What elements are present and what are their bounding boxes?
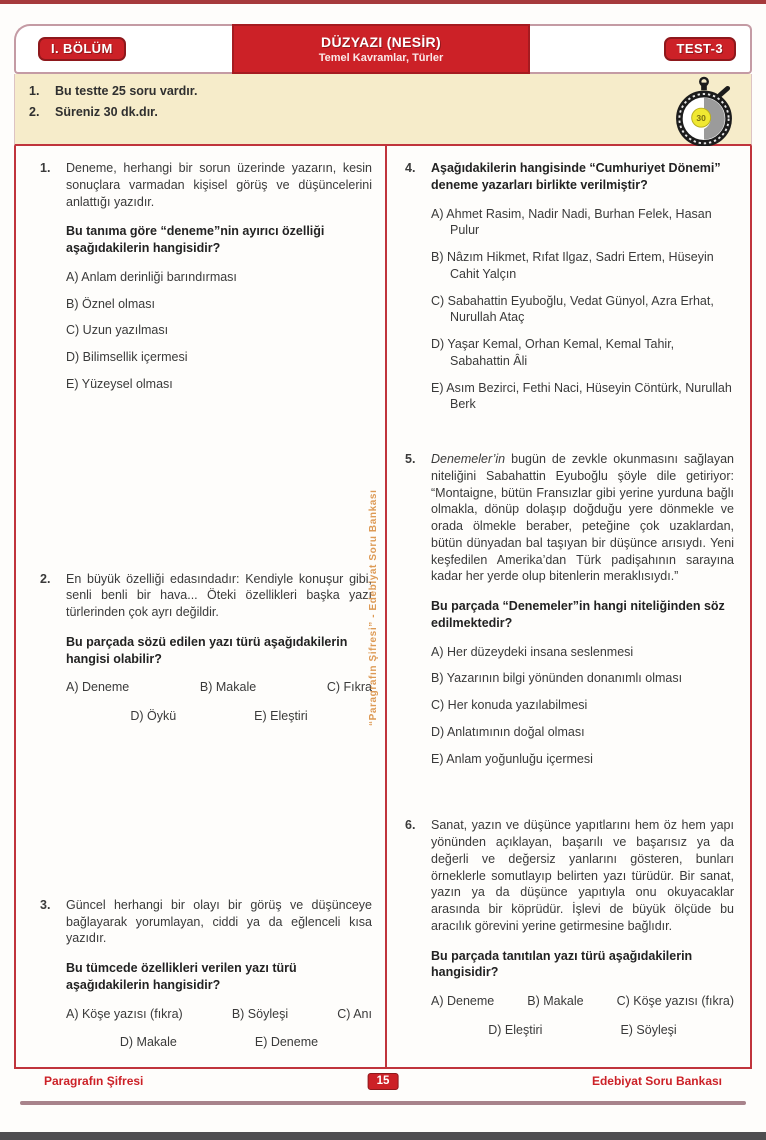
question-body (66, 897, 372, 1051)
option: D) Eleştiri (488, 1022, 543, 1037)
question-body (431, 160, 734, 423)
option: B) Nâzım Hikmet, Rıfat Ilgaz, Sadri Ertem, Hüseyin Cahit Yalçın (431, 250, 714, 281)
option: E) Deneme (254, 1035, 319, 1050)
question-text: Güncel herhangi bir olayı bir görüş ve düşünceye bağlayarak yorumlayan, ciddi ya da eğlenceli kısa yazıdır. (66, 897, 372, 946)
option: E) Yüzeysel olması (66, 376, 173, 391)
footer (14, 1067, 752, 1093)
option: C) Fıkra (326, 680, 372, 695)
question-q4 (405, 160, 734, 423)
footer-left-text: Paragrafın Şifresi (44, 1074, 144, 1088)
question-number: 6. (405, 818, 416, 833)
bottom-edge-band (0, 1132, 766, 1140)
option: B) Yazarının bilgi yönünden donanımlı olması (431, 671, 683, 686)
option: A) Köşe yazısı (fıkra) (66, 1006, 183, 1021)
option: E) Anlam yoğunluğu içermesi (431, 751, 593, 766)
question-number: 3. (40, 897, 51, 912)
question-text: En büyük özelliği edasındadır: Kendiyle konuşur gibi, senli benli bir hava... Öteki özellikleri başka yazı türlerinden çok ayrı değildir. (66, 571, 372, 619)
option: B) Makale (527, 994, 584, 1008)
option-row (66, 679, 372, 696)
question-q2 (40, 571, 372, 725)
section-box (14, 24, 232, 74)
column-left (16, 146, 385, 1067)
option-list (431, 206, 734, 414)
frame (14, 24, 752, 1105)
section-badge: I. BÖLÜM (38, 37, 126, 61)
unit-subtitle: Temel Kavramlar, Türler (318, 52, 444, 64)
instruction-item (29, 105, 671, 119)
option: B) Öznel olması (66, 296, 155, 311)
option: A) Deneme (431, 994, 495, 1008)
instruction-number: 1. (29, 84, 40, 98)
option: D) Öykü (130, 709, 177, 723)
question-stem: Bu parçada “Denemeler”in hangi niteliğinden söz edilmektedir? (431, 599, 725, 630)
option: A) Ahmet Rasim, Nadir Nadi, Burhan Felek, Hasan Pulur (431, 206, 712, 238)
question-q5 (405, 451, 734, 777)
option-row (66, 1006, 372, 1023)
question-number: 4. (405, 161, 416, 175)
question-number: 5. (405, 452, 416, 466)
option: A) Anlam derinliği barındırması (66, 269, 237, 284)
question-stem: Bu parçada tanıtılan yazı türü aşağıdakilerin hangisidir? (431, 948, 693, 980)
option: C) Uzun yazılması (66, 323, 169, 338)
option: C) Anı (337, 1006, 372, 1021)
column-right (387, 146, 750, 1067)
footer-right-text: Edebiyat Soru Bankası (591, 1074, 722, 1088)
watermark-text: “Paragrafın Şifresi” - Edebiyat Soru Bankası (368, 489, 379, 727)
question-q1 (40, 160, 372, 403)
question-text: Deneme, herhangi bir sorun üzerinde yazarın, kesin sonuçlara varmadan kişisel görüş ve düşüncelerini anlattığı yazıdır. (66, 161, 372, 209)
instruction-number: 2. (29, 105, 40, 119)
header-row (14, 24, 752, 74)
option: D) Anlatımının doğal olması (431, 724, 585, 739)
question-stem: Aşağıdakilerin hangisinde “Cumhuriyet Dönemi” deneme yazarları birlikte verilmiştir? (431, 161, 721, 192)
option: E) Söyleşi (620, 1022, 677, 1037)
test-box (530, 24, 752, 74)
option-row (66, 1034, 372, 1051)
option: D) Yaşar Kemal, Orhan Kemal, Kemal Tahir, Sabahattin Âli (431, 337, 675, 368)
stopwatch-icon (673, 76, 735, 153)
option: B) Makale (199, 680, 257, 695)
test-badge: TEST-3 (664, 37, 736, 61)
question-stem: Bu tümcede özellikleri verilen yazı türü aşağıdakilerin hangisidir? (66, 961, 297, 992)
instruction-text: Bu testte 25 soru vardır. (55, 84, 198, 98)
unit-title-box (232, 24, 530, 74)
question-number: 2. (40, 571, 51, 586)
option: E) Eleştiri (254, 709, 308, 723)
unit-title: DÜZYAZI (NESİR) (321, 34, 441, 50)
page-number-badge: 15 (368, 1073, 399, 1090)
option-list (66, 269, 372, 393)
option-list (431, 644, 734, 768)
top-edge-strip (0, 0, 766, 4)
option-row (431, 993, 734, 1010)
question-body (66, 571, 372, 725)
footer-rule (20, 1101, 746, 1105)
option: C) Her konuda yazılabilmesi (431, 698, 588, 712)
option: B) Söyleşi (231, 1006, 289, 1021)
option: D) Bilimsellik içermesi (66, 350, 188, 364)
question-body (66, 160, 372, 403)
instruction-text: Süreniz 30 dk.dır. (55, 105, 158, 119)
question-stem: Bu tanıma göre “deneme”nin ayırıcı özelliği aşağıdakilerin hangisidir? (66, 224, 325, 255)
option: D) Makale (119, 1035, 177, 1050)
instruction-list (29, 84, 671, 119)
question-body (431, 817, 734, 1038)
option: E) Asım Bezirci, Fethi Naci, Hüseyin Cöntürk, Nurullah Berk (431, 380, 732, 412)
question-number: 1. (40, 161, 51, 175)
option: C) Köşe yazısı (fıkra) (616, 994, 734, 1008)
option: C) Sabahattin Eyuboğlu, Vedat Günyol, Azra Erhat, Nurullah Ataç (431, 293, 714, 325)
question-q3 (40, 897, 372, 1051)
question-text: Sanat, yazın ve düşünce yapıtlarını hem öz hem yapı yönünden açıklayan, başarılı ve başarısız ya da değerli ve değersiz yanlarını gösteren, bunları örneklerle somutlayıp belirten yazı türüdür. Bir sanat, yazın ya da düşünce yapıtıyla onu okuyacaklar arasında bir köprüdür. İşlevi de büyük ölçüde bu aracılık görevini yerine getirmesine bağlıdır. (431, 818, 734, 933)
question-text: Denemeler’in bugün de zevkle okunmasını sağlayan niteliğini Sabahattin Eyuboğlu şöyle dile getiriyor: “Montaigne, bütün Fransızlar gibi yerine yurduna bağlı olmakla, dönüp dolaşıp doğduğu yere dönmekle ve orada ölmekle beraber, peteğine çok uzaklardan, bütün dünyadan bal taşıyan bir düşünce arısıydı. Yeni keşfedilen Amerika’dan Türk padişahının sarayına kadar her yerde olup bitenlerin meraklısıydı.” (431, 452, 734, 584)
option: A) Deneme (66, 680, 130, 695)
question-body (431, 451, 734, 777)
stopwatch-value: 30 (696, 113, 706, 123)
question-stem: Bu parçada sözü edilen yazı türü aşağıdakilerin hangisi olabilir? (66, 634, 348, 666)
option-row (66, 708, 372, 725)
content-area (14, 146, 752, 1067)
question-q6 (405, 817, 734, 1038)
instructions-bar (14, 74, 752, 146)
instruction-item (29, 84, 671, 98)
option-row (431, 1022, 734, 1039)
option: A) Her düzeydeki insana seslenmesi (431, 644, 634, 659)
